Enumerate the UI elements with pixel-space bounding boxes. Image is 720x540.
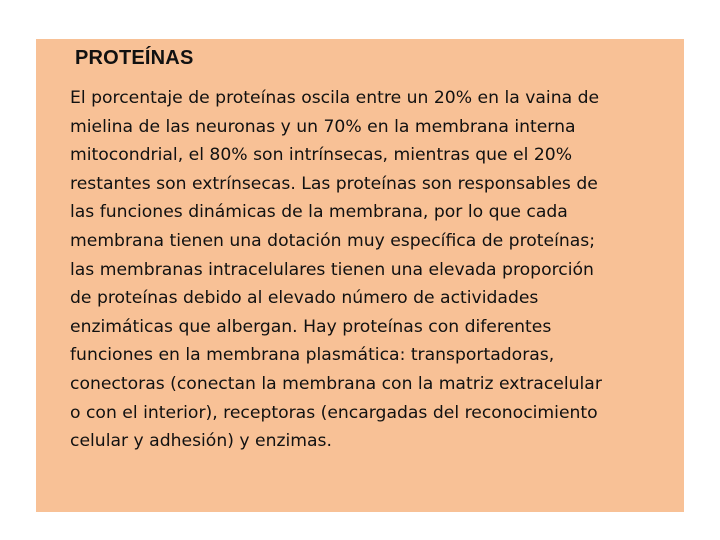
body-line: mielina de las neuronas y un 70% en la membrana interna (70, 116, 576, 137)
body-line: El porcentaje de proteínas oscila entre un 20% en la vaina de (70, 88, 600, 108)
body-line: celular y adhesión) y enzimas. (70, 431, 332, 452)
body-line: membrana tienen una dotación muy específica de proteínas; (70, 230, 596, 251)
body-line: o con el interior), receptoras (encargadas del reconocimiento (70, 402, 598, 423)
body-line: las funciones dinámicas de la membrana, por lo que cada (70, 202, 568, 223)
body-line: restantes son extrínsecas. Las proteínas son responsables de (70, 173, 598, 194)
slide-title: PROTEÍNAS (75, 47, 194, 69)
body-paragraph (70, 84, 676, 456)
body-line: mitocondrial, el 80% son intrínsecas, mientras que el 20% (70, 145, 573, 166)
body-line: enzimáticas que albergan. Hay proteínas con diferentes (70, 316, 552, 337)
body-line: las membranas intracelulares tienen una elevada proporción (70, 259, 594, 280)
body-line: conectoras (conectan la membrana con la matriz extracelular (70, 373, 602, 394)
body-line: de proteínas debido al elevado número de actividades (70, 288, 539, 309)
body-line: funciones en la membrana plasmática: transportadoras, (70, 345, 555, 366)
